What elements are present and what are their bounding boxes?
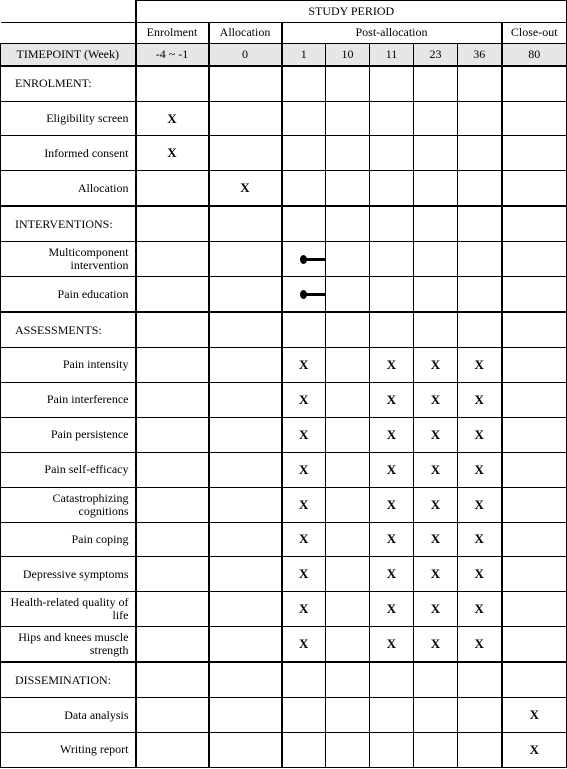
- schedule-mark: X: [282, 452, 326, 487]
- section-row-enrolment: [1, 66, 567, 101]
- phase-post-allocation: Post-allocation: [282, 22, 502, 44]
- schedule-row: [1, 136, 567, 171]
- intervention-span-cell: [282, 277, 326, 312]
- schedule-mark: X: [414, 557, 458, 592]
- schedule-mark: X: [414, 452, 458, 487]
- study-period-header: STUDY PERIOD: [136, 1, 567, 23]
- schedule-row: [1, 592, 567, 627]
- row-label: Hips and knees muscle strength: [1, 627, 136, 662]
- row-label: Pain interference: [1, 382, 136, 417]
- schedule-mark: X: [282, 347, 326, 382]
- row-label: Pain education: [1, 277, 136, 312]
- schedule-mark: X: [458, 347, 502, 382]
- schedule-mark: X: [458, 522, 502, 557]
- intervention-span-cell: [282, 242, 326, 277]
- schedule-mark: X: [458, 627, 502, 662]
- schedule-row: [1, 171, 567, 206]
- schedule-row: [1, 557, 567, 592]
- schedule-mark: X: [458, 382, 502, 417]
- phase-row: [1, 22, 567, 44]
- schedule-row: [1, 242, 567, 277]
- schedule-mark: X: [502, 732, 567, 767]
- timepoint-row: [1, 44, 567, 66]
- corner-cell: [1, 22, 136, 44]
- row-label: Pain self-efficacy: [1, 452, 136, 487]
- schedule-row: [1, 487, 567, 522]
- schedule-mark: X: [370, 522, 414, 557]
- schedule-row: [1, 382, 567, 417]
- schedule-mark: X: [502, 698, 567, 733]
- schedule-mark: X: [136, 136, 209, 171]
- row-label: Allocation: [1, 171, 136, 206]
- phase-enrolment: Enrolment: [136, 22, 209, 44]
- schedule-mark: X: [282, 382, 326, 417]
- schedule-row: [1, 101, 567, 136]
- section-label: ASSESSMENTS:: [1, 312, 136, 347]
- row-label: Health-related quality of life: [1, 592, 136, 627]
- schedule-mark: X: [370, 347, 414, 382]
- schedule-mark: X: [458, 452, 502, 487]
- schedule-mark: X: [414, 487, 458, 522]
- row-label: Multicomponent intervention: [1, 242, 136, 277]
- schedule-mark: X: [458, 417, 502, 452]
- schedule-mark: X: [458, 592, 502, 627]
- schedule-mark: X: [282, 592, 326, 627]
- schedule-mark: X: [282, 417, 326, 452]
- schedule-row: [1, 452, 567, 487]
- schedule-mark: X: [458, 487, 502, 522]
- schedule-row: [1, 347, 567, 382]
- timepoint-cell: 10: [326, 44, 370, 66]
- row-label: Pain intensity: [1, 347, 136, 382]
- schedule-mark: X: [370, 417, 414, 452]
- timepoint-label: TIMEPOINT (Week): [1, 44, 136, 66]
- schedule-row: [1, 732, 567, 767]
- schedule-mark: X: [136, 101, 209, 136]
- timepoint-cell: 36: [458, 44, 502, 66]
- intervention-span-arrow: [303, 258, 326, 261]
- timepoint-cell: 11: [370, 44, 414, 66]
- timepoint-cell: 1: [282, 44, 326, 66]
- schedule-row: [1, 522, 567, 557]
- schedule-mark: X: [209, 171, 282, 206]
- row-label: Pain coping: [1, 522, 136, 557]
- schedule-mark: X: [282, 627, 326, 662]
- timepoint-cell: -4 ~ -1: [136, 44, 209, 66]
- row-label: Writing report: [1, 732, 136, 767]
- section-label: DISSEMINATION:: [1, 662, 136, 697]
- row-label: Informed consent: [1, 136, 136, 171]
- row-label: Pain persistence: [1, 417, 136, 452]
- phase-allocation: Allocation: [209, 22, 282, 44]
- row-label: Depressive symptoms: [1, 557, 136, 592]
- section-label: INTERVENTIONS:: [1, 206, 136, 241]
- phase-close-out: Close-out: [502, 22, 567, 44]
- schedule-mark: X: [458, 557, 502, 592]
- row-label: Data analysis: [1, 698, 136, 733]
- schedule-mark: X: [282, 487, 326, 522]
- schedule-mark: X: [282, 557, 326, 592]
- schedule-mark: X: [370, 592, 414, 627]
- section-row-dissemination: [1, 662, 567, 697]
- schedule-mark: X: [370, 557, 414, 592]
- schedule-mark: X: [370, 627, 414, 662]
- schedule-mark: X: [282, 522, 326, 557]
- timepoint-cell: 80: [502, 44, 567, 66]
- section-label: ENROLMENT:: [1, 66, 136, 101]
- corner-cell: [1, 1, 136, 23]
- schedule-mark: X: [414, 522, 458, 557]
- schedule-mark: X: [414, 592, 458, 627]
- row-label: Catastrophizing cognitions: [1, 487, 136, 522]
- schedule-mark: X: [414, 417, 458, 452]
- schedule-mark: X: [370, 487, 414, 522]
- schedule-mark: X: [414, 347, 458, 382]
- timepoint-cell: 23: [414, 44, 458, 66]
- schedule-mark: X: [414, 627, 458, 662]
- schedule-row: [1, 277, 567, 312]
- schedule-mark: X: [414, 382, 458, 417]
- intervention-span-arrow: [303, 293, 326, 296]
- schedule-row: [1, 698, 567, 733]
- row-label: Eligibility screen: [1, 101, 136, 136]
- section-row-assessments: [1, 312, 567, 347]
- timepoint-cell: 0: [209, 44, 282, 66]
- schedule-mark: X: [370, 382, 414, 417]
- schedule-row: [1, 627, 567, 662]
- study-period-row: [1, 1, 567, 23]
- schedule-row: [1, 417, 567, 452]
- schedule-mark: X: [370, 452, 414, 487]
- section-row-interventions: [1, 206, 567, 241]
